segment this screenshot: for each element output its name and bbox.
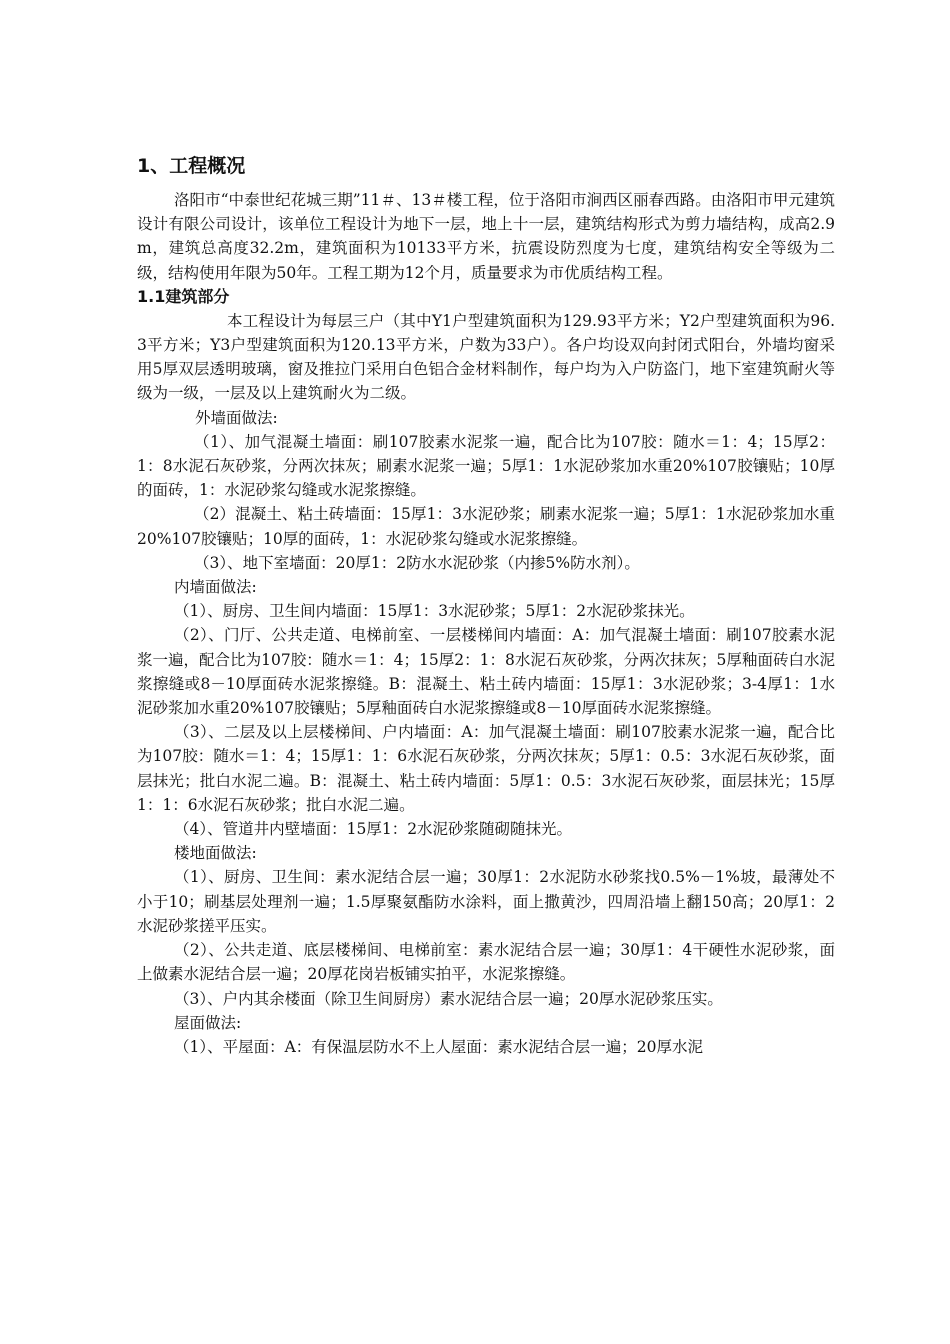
floor-item: （3）、户内其余楼面（除卫生间厨房）素水泥结合层一遍；20厚水泥砂浆压实。 xyxy=(174,989,723,1008)
interior-wall-item: （4）、管道井内壁墙面：15厚1：2水泥砂浆随砌随抹光。 xyxy=(174,820,573,839)
document-body xyxy=(137,152,835,1059)
exterior-wall-item: （3）、地下室墙面：20厚1：2防水水泥砂浆（内掺5%防水剂）。 xyxy=(194,553,640,572)
exterior-wall-label: 外墙面做法: xyxy=(195,408,278,427)
exterior-wall-item: （1）、加气混凝土墙面：刷107胶素水泥浆一遍，配合比为107胶：随水＝1：4；15厚2：1：8水泥石灰砂浆，分两次抹灰；刷素水泥浆一遍；5厚1：1水泥砂浆加水重20%107胶镶贴；10厚的面砖，1：水泥砂浆勾缝或水泥浆擦缝。 xyxy=(137,432,835,500)
roof-item: （1）、平屋面：A：有保温层防水不上人屋面：素水泥结合层一遍；20厚水泥 xyxy=(174,1037,704,1056)
interior-wall-item: （2）、门厅、公共走道、电梯前室、一层楼梯间内墙面：A：加气混凝土墙面：刷107胶素水泥浆一遍，配合比为107胶：随水＝1：4；15厚2：1：8水泥石灰砂浆，分两次抹灰；5厚釉面砖白水泥浆擦缝或8－10厚面砖水泥浆擦缝。B：混凝土、粘土砖内墙面：15厚1：3水泥砂浆；3-4厚1：1水泥砂浆加水重20%107胶镶贴；5厚釉面砖白水泥浆擦缝或8－10厚面砖水泥浆擦缝。 xyxy=(137,626,835,718)
interior-wall-item: （3）、二层及以上层楼梯间、户内墙面：A：加气混凝土墙面：刷107胶素水泥浆一遍，配合比为107胶：随水＝1：4；15厚1：1：6水泥石灰砂浆，分两次抹灰；5厚1：0.5：3水泥石灰砂浆，面层抹光；批白水泥二遍。B：混凝土、粘土砖内墙面：5厚1：0.5：3水泥石灰砂浆，面层抹光；15厚1：1：6水泥石灰砂浆；批白水泥二遍。 xyxy=(137,723,835,814)
interior-wall-label: 内墙面做法: xyxy=(174,578,257,597)
interior-wall-item: （1）、厨房、卫生间内墙面：15厚1：3水泥砂浆；5厚1：2水泥砂浆抹光。 xyxy=(174,602,695,621)
roof-label: 屋面做法: xyxy=(174,1013,242,1032)
exterior-wall-item: （2）混凝土、粘土砖墙面：15厚1：3水泥砂浆；刷素水泥浆一遍；5厚1：1水泥砂浆加水重20%107胶镶贴；10厚的面砖，1：水泥砂浆勾缝或水泥浆擦缝。 xyxy=(137,505,835,548)
architecture-paragraph: 本工程设计为每层三户（其中Y1户型建筑面积为129.93平方米；Y2户型建筑面积为96.3平方米；Y3户型建筑面积为120.13平方米，户数为33户）。各户均设双向封闭式阳台，外墙均窗采用5厚双层透明玻璃，窗及推拉门采用白色铝合金材料制作，每户均为入户防盗门，地下室建筑耐火等级为一级，一层及以上建筑耐火为二级。 xyxy=(137,311,835,403)
floor-item: （2）、公共走道、底层楼梯间、电梯前室：素水泥结合层一遍；30厚1：4干硬性水泥砂浆，面上做素水泥结合层一遍；20厚花岗岩板铺实拍平，水泥浆擦缝。 xyxy=(137,941,835,984)
subsection-heading: 1.1建筑部分 xyxy=(137,286,230,306)
section-heading: 1、工程概况 xyxy=(137,155,246,177)
floor-label: 楼地面做法: xyxy=(174,844,257,863)
project-overview-paragraph: 洛阳市“中泰世纪花城三期”11＃、13＃楼工程，位于洛阳市涧西区丽春西路。由洛阳市甲元建筑设计有限公司设计，该单位工程设计为地下一层，地上十一层，建筑结构形式为剪力墙结构，成高2.9m，建筑总高度32.2m，建筑面积为10133平方米，抗震设防烈度为七度，建筑结构安全等级为二级，结构使用年限为50年。工程工期为12个月，质量要求为市优质结构工程。 xyxy=(137,191,835,282)
floor-item: （1）、厨房、卫生间：素水泥结合层一遍；30厚1：2水泥防水砂浆找0.5%－1%坡，最薄处不小于10；刷基层处理剂一遍；1.5厚聚氨酯防水涂料，面上撒黄沙，四周沿墙上翻150高；20厚1：2水泥砂浆搓平压实。 xyxy=(137,868,835,935)
